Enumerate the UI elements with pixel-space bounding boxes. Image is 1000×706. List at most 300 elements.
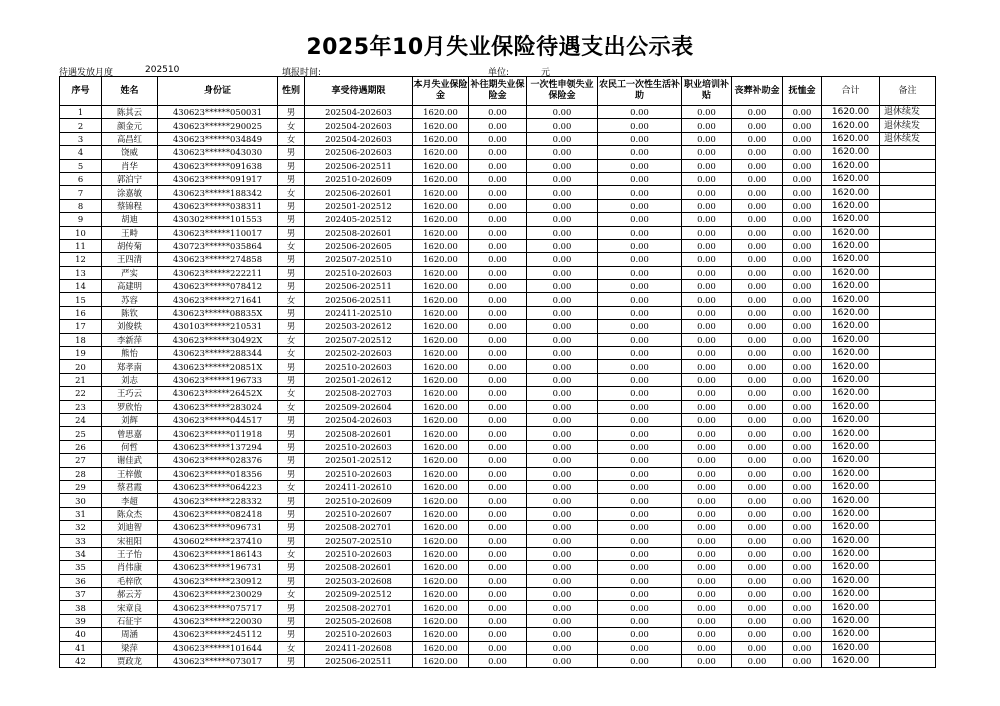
row-number: 38 bbox=[60, 601, 102, 614]
row-training-subsidy: 0.00 bbox=[682, 427, 732, 440]
row-period: 202506-202511 bbox=[305, 293, 413, 306]
row-training-subsidy: 0.00 bbox=[682, 172, 732, 185]
row-training-subsidy: 0.00 bbox=[682, 387, 732, 400]
row-total: 1620.00 bbox=[822, 628, 880, 641]
month-label: 待遇发放月度 bbox=[59, 68, 114, 78]
table-row bbox=[60, 347, 936, 360]
row-name: 刘志 bbox=[102, 373, 158, 386]
row-migrant-subsidy: 0.00 bbox=[598, 454, 682, 467]
row-name: 罗欣怡 bbox=[102, 400, 158, 413]
row-training-subsidy: 0.00 bbox=[682, 521, 732, 534]
row-migrant-subsidy: 0.00 bbox=[598, 601, 682, 614]
row-note bbox=[880, 239, 936, 252]
row-id-number: 430623******028376 bbox=[158, 454, 278, 467]
row-id-number: 430623******228332 bbox=[158, 494, 278, 507]
table-row bbox=[60, 320, 936, 333]
col-header: 享受待遇期限 bbox=[305, 77, 413, 106]
row-training-subsidy: 0.00 bbox=[682, 213, 732, 226]
row-migrant-subsidy: 0.00 bbox=[598, 146, 682, 159]
row-gender: 男 bbox=[278, 494, 305, 507]
row-id-number: 430623******018356 bbox=[158, 467, 278, 480]
row-funeral-subsidy: 0.00 bbox=[732, 146, 783, 159]
row-migrant-subsidy: 0.00 bbox=[598, 440, 682, 453]
row-pension: 0.00 bbox=[783, 239, 822, 252]
row-one-time-benefit: 0.00 bbox=[527, 293, 598, 306]
row-funeral-subsidy: 0.00 bbox=[732, 534, 783, 547]
row-note bbox=[880, 494, 936, 507]
row-period: 202506-202511 bbox=[305, 159, 413, 172]
row-gender: 女 bbox=[278, 588, 305, 601]
row-number: 21 bbox=[60, 373, 102, 386]
row-funeral-subsidy: 0.00 bbox=[732, 373, 783, 386]
table-row bbox=[60, 172, 936, 185]
row-monthly-benefit: 1620.00 bbox=[413, 467, 469, 480]
row-name: 肖华 bbox=[102, 159, 158, 172]
row-period: 202506-202605 bbox=[305, 239, 413, 252]
row-back-benefit: 0.00 bbox=[469, 132, 527, 145]
row-gender: 男 bbox=[278, 454, 305, 467]
row-funeral-subsidy: 0.00 bbox=[732, 106, 783, 119]
row-name: 王梓傲 bbox=[102, 467, 158, 480]
row-pension: 0.00 bbox=[783, 494, 822, 507]
row-monthly-benefit: 1620.00 bbox=[413, 239, 469, 252]
row-back-benefit: 0.00 bbox=[469, 119, 527, 132]
row-gender: 女 bbox=[278, 132, 305, 145]
row-number: 36 bbox=[60, 574, 102, 587]
row-total: 1620.00 bbox=[822, 333, 880, 346]
row-note bbox=[880, 440, 936, 453]
row-migrant-subsidy: 0.00 bbox=[598, 360, 682, 373]
row-number: 24 bbox=[60, 413, 102, 426]
row-migrant-subsidy: 0.00 bbox=[598, 239, 682, 252]
row-one-time-benefit: 0.00 bbox=[527, 226, 598, 239]
row-note bbox=[880, 347, 936, 360]
row-gender: 男 bbox=[278, 306, 305, 319]
row-one-time-benefit: 0.00 bbox=[527, 534, 598, 547]
row-funeral-subsidy: 0.00 bbox=[732, 427, 783, 440]
row-number: 42 bbox=[60, 655, 102, 668]
row-total: 1620.00 bbox=[822, 266, 880, 279]
row-monthly-benefit: 1620.00 bbox=[413, 507, 469, 520]
row-funeral-subsidy: 0.00 bbox=[732, 360, 783, 373]
row-period: 202503-202612 bbox=[305, 320, 413, 333]
row-note bbox=[880, 641, 936, 654]
row-id-number: 430623******196731 bbox=[158, 561, 278, 574]
row-note bbox=[880, 480, 936, 493]
row-migrant-subsidy: 0.00 bbox=[598, 172, 682, 185]
row-total: 1620.00 bbox=[822, 347, 880, 360]
row-pension: 0.00 bbox=[783, 547, 822, 560]
row-pension: 0.00 bbox=[783, 360, 822, 373]
row-training-subsidy: 0.00 bbox=[682, 655, 732, 668]
row-period: 202504-202603 bbox=[305, 106, 413, 119]
row-period: 202503-202608 bbox=[305, 574, 413, 587]
table-row bbox=[60, 494, 936, 507]
row-id-number: 430623******043030 bbox=[158, 146, 278, 159]
table-row bbox=[60, 239, 936, 252]
row-note bbox=[880, 454, 936, 467]
row-monthly-benefit: 1620.00 bbox=[413, 614, 469, 627]
table-row bbox=[60, 400, 936, 413]
row-pension: 0.00 bbox=[783, 347, 822, 360]
row-back-benefit: 0.00 bbox=[469, 186, 527, 199]
row-training-subsidy: 0.00 bbox=[682, 454, 732, 467]
row-one-time-benefit: 0.00 bbox=[527, 480, 598, 493]
row-gender: 男 bbox=[278, 226, 305, 239]
row-total: 1620.00 bbox=[822, 413, 880, 426]
row-note: 退休续发 bbox=[880, 106, 936, 119]
row-number: 25 bbox=[60, 427, 102, 440]
row-migrant-subsidy: 0.00 bbox=[598, 280, 682, 293]
row-number: 29 bbox=[60, 480, 102, 493]
row-one-time-benefit: 0.00 bbox=[527, 106, 598, 119]
row-gender: 女 bbox=[278, 480, 305, 493]
row-number: 7 bbox=[60, 186, 102, 199]
row-total: 1620.00 bbox=[822, 146, 880, 159]
row-back-benefit: 0.00 bbox=[469, 213, 527, 226]
row-id-number: 430623******283024 bbox=[158, 400, 278, 413]
row-period: 202510-202607 bbox=[305, 507, 413, 520]
row-monthly-benefit: 1620.00 bbox=[413, 106, 469, 119]
row-total: 1620.00 bbox=[822, 306, 880, 319]
table-row bbox=[60, 588, 936, 601]
row-migrant-subsidy: 0.00 bbox=[598, 320, 682, 333]
row-period: 202510-202603 bbox=[305, 628, 413, 641]
row-one-time-benefit: 0.00 bbox=[527, 400, 598, 413]
row-gender: 男 bbox=[278, 427, 305, 440]
row-id-number: 430623******20851X bbox=[158, 360, 278, 373]
row-pension: 0.00 bbox=[783, 588, 822, 601]
col-header: 抚恤金 bbox=[783, 77, 822, 106]
row-name: 郭泊宁 bbox=[102, 172, 158, 185]
row-gender: 男 bbox=[278, 159, 305, 172]
row-migrant-subsidy: 0.00 bbox=[598, 400, 682, 413]
row-monthly-benefit: 1620.00 bbox=[413, 320, 469, 333]
row-funeral-subsidy: 0.00 bbox=[732, 333, 783, 346]
row-back-benefit: 0.00 bbox=[469, 561, 527, 574]
row-total: 1620.00 bbox=[822, 494, 880, 507]
row-number: 18 bbox=[60, 333, 102, 346]
row-name: 刘俊轶 bbox=[102, 320, 158, 333]
row-one-time-benefit: 0.00 bbox=[527, 172, 598, 185]
page-title: 2025年10月失业保险待遇支出公示表 bbox=[306, 35, 694, 60]
row-name: 苏容 bbox=[102, 293, 158, 306]
row-monthly-benefit: 1620.00 bbox=[413, 280, 469, 293]
row-funeral-subsidy: 0.00 bbox=[732, 306, 783, 319]
row-id-number: 430623******038311 bbox=[158, 199, 278, 212]
row-funeral-subsidy: 0.00 bbox=[732, 239, 783, 252]
row-id-number: 430623******08835X bbox=[158, 306, 278, 319]
row-period: 202508-202703 bbox=[305, 387, 413, 400]
row-name: 王巧云 bbox=[102, 387, 158, 400]
row-monthly-benefit: 1620.00 bbox=[413, 628, 469, 641]
row-note bbox=[880, 427, 936, 440]
row-funeral-subsidy: 0.00 bbox=[732, 440, 783, 453]
row-monthly-benefit: 1620.00 bbox=[413, 561, 469, 574]
row-gender: 女 bbox=[278, 239, 305, 252]
row-id-number: 430623******288344 bbox=[158, 347, 278, 360]
row-pension: 0.00 bbox=[783, 454, 822, 467]
row-total: 1620.00 bbox=[822, 454, 880, 467]
row-migrant-subsidy: 0.00 bbox=[598, 427, 682, 440]
row-number: 30 bbox=[60, 494, 102, 507]
row-period: 202508-202701 bbox=[305, 601, 413, 614]
row-gender: 男 bbox=[278, 266, 305, 279]
row-total: 1620.00 bbox=[822, 186, 880, 199]
row-monthly-benefit: 1620.00 bbox=[413, 494, 469, 507]
row-number: 32 bbox=[60, 521, 102, 534]
row-number: 10 bbox=[60, 226, 102, 239]
row-id-number: 430623******186143 bbox=[158, 547, 278, 560]
row-period: 202506-202601 bbox=[305, 186, 413, 199]
row-period: 202510-202609 bbox=[305, 494, 413, 507]
row-training-subsidy: 0.00 bbox=[682, 186, 732, 199]
row-id-number: 430623******050031 bbox=[158, 106, 278, 119]
table-row bbox=[60, 454, 936, 467]
row-pension: 0.00 bbox=[783, 199, 822, 212]
row-funeral-subsidy: 0.00 bbox=[732, 172, 783, 185]
row-pension: 0.00 bbox=[783, 427, 822, 440]
row-note bbox=[880, 601, 936, 614]
table-row bbox=[60, 641, 936, 654]
row-note bbox=[880, 521, 936, 534]
table-row bbox=[60, 199, 936, 212]
row-migrant-subsidy: 0.00 bbox=[598, 521, 682, 534]
row-period: 202509-202512 bbox=[305, 588, 413, 601]
row-funeral-subsidy: 0.00 bbox=[732, 494, 783, 507]
row-back-benefit: 0.00 bbox=[469, 306, 527, 319]
row-back-benefit: 0.00 bbox=[469, 521, 527, 534]
row-total: 1620.00 bbox=[822, 239, 880, 252]
table-row bbox=[60, 306, 936, 319]
row-note bbox=[880, 172, 936, 185]
row-note bbox=[880, 387, 936, 400]
table-row bbox=[60, 226, 936, 239]
row-one-time-benefit: 0.00 bbox=[527, 547, 598, 560]
row-period: 202501-202512 bbox=[305, 199, 413, 212]
row-funeral-subsidy: 0.00 bbox=[732, 588, 783, 601]
row-name: 饶威 bbox=[102, 146, 158, 159]
row-funeral-subsidy: 0.00 bbox=[732, 293, 783, 306]
row-pension: 0.00 bbox=[783, 119, 822, 132]
row-back-benefit: 0.00 bbox=[469, 413, 527, 426]
row-name: 陈钦 bbox=[102, 306, 158, 319]
row-funeral-subsidy: 0.00 bbox=[732, 641, 783, 654]
row-funeral-subsidy: 0.00 bbox=[732, 521, 783, 534]
row-one-time-benefit: 0.00 bbox=[527, 347, 598, 360]
row-number: 20 bbox=[60, 360, 102, 373]
row-period: 202509-202604 bbox=[305, 400, 413, 413]
row-training-subsidy: 0.00 bbox=[682, 226, 732, 239]
row-note bbox=[880, 574, 936, 587]
row-migrant-subsidy: 0.00 bbox=[598, 413, 682, 426]
row-period: 202411-202510 bbox=[305, 306, 413, 319]
row-name: 梁萍 bbox=[102, 641, 158, 654]
row-id-number: 430602******237410 bbox=[158, 534, 278, 547]
row-gender: 男 bbox=[278, 614, 305, 627]
row-name: 贾政龙 bbox=[102, 655, 158, 668]
row-name: 谢佳武 bbox=[102, 454, 158, 467]
row-period: 202411-202610 bbox=[305, 480, 413, 493]
row-one-time-benefit: 0.00 bbox=[527, 454, 598, 467]
row-pension: 0.00 bbox=[783, 186, 822, 199]
row-total: 1620.00 bbox=[822, 614, 880, 627]
row-id-number: 430623******188342 bbox=[158, 186, 278, 199]
row-migrant-subsidy: 0.00 bbox=[598, 588, 682, 601]
row-pension: 0.00 bbox=[783, 413, 822, 426]
row-name: 涂嘉敏 bbox=[102, 186, 158, 199]
row-number: 22 bbox=[60, 387, 102, 400]
table-row bbox=[60, 280, 936, 293]
row-note bbox=[880, 614, 936, 627]
row-monthly-benefit: 1620.00 bbox=[413, 360, 469, 373]
row-funeral-subsidy: 0.00 bbox=[732, 266, 783, 279]
row-funeral-subsidy: 0.00 bbox=[732, 226, 783, 239]
row-training-subsidy: 0.00 bbox=[682, 547, 732, 560]
row-one-time-benefit: 0.00 bbox=[527, 387, 598, 400]
row-gender: 男 bbox=[278, 467, 305, 480]
row-back-benefit: 0.00 bbox=[469, 574, 527, 587]
row-id-number: 430623******101644 bbox=[158, 641, 278, 654]
row-migrant-subsidy: 0.00 bbox=[598, 306, 682, 319]
row-monthly-benefit: 1620.00 bbox=[413, 226, 469, 239]
row-pension: 0.00 bbox=[783, 467, 822, 480]
row-period: 202502-202603 bbox=[305, 347, 413, 360]
row-name: 郑孝南 bbox=[102, 360, 158, 373]
row-migrant-subsidy: 0.00 bbox=[598, 119, 682, 132]
row-back-benefit: 0.00 bbox=[469, 199, 527, 212]
row-funeral-subsidy: 0.00 bbox=[732, 628, 783, 641]
row-training-subsidy: 0.00 bbox=[682, 266, 732, 279]
table-row bbox=[60, 521, 936, 534]
row-gender: 女 bbox=[278, 333, 305, 346]
row-total: 1620.00 bbox=[822, 293, 880, 306]
row-training-subsidy: 0.00 bbox=[682, 467, 732, 480]
row-migrant-subsidy: 0.00 bbox=[598, 213, 682, 226]
row-name: 宋章良 bbox=[102, 601, 158, 614]
row-id-number: 430623******091917 bbox=[158, 172, 278, 185]
row-back-benefit: 0.00 bbox=[469, 454, 527, 467]
row-number: 26 bbox=[60, 440, 102, 453]
row-name: 王畤 bbox=[102, 226, 158, 239]
col-header: 丧葬补助金 bbox=[732, 77, 783, 106]
row-pension: 0.00 bbox=[783, 280, 822, 293]
row-training-subsidy: 0.00 bbox=[682, 601, 732, 614]
row-pension: 0.00 bbox=[783, 387, 822, 400]
row-note bbox=[880, 199, 936, 212]
row-number: 33 bbox=[60, 534, 102, 547]
row-number: 12 bbox=[60, 253, 102, 266]
row-id-number: 430623******078412 bbox=[158, 280, 278, 293]
row-number: 15 bbox=[60, 293, 102, 306]
row-period: 202506-202603 bbox=[305, 146, 413, 159]
row-funeral-subsidy: 0.00 bbox=[732, 574, 783, 587]
row-training-subsidy: 0.00 bbox=[682, 132, 732, 145]
row-training-subsidy: 0.00 bbox=[682, 480, 732, 493]
row-gender: 女 bbox=[278, 119, 305, 132]
table-row bbox=[60, 159, 936, 172]
row-monthly-benefit: 1620.00 bbox=[413, 213, 469, 226]
row-note bbox=[880, 655, 936, 668]
row-one-time-benefit: 0.00 bbox=[527, 360, 598, 373]
row-number: 28 bbox=[60, 467, 102, 480]
row-number: 14 bbox=[60, 280, 102, 293]
row-one-time-benefit: 0.00 bbox=[527, 467, 598, 480]
row-name: 郝云芳 bbox=[102, 588, 158, 601]
col-header: 身份证 bbox=[158, 77, 278, 106]
row-training-subsidy: 0.00 bbox=[682, 253, 732, 266]
row-back-benefit: 0.00 bbox=[469, 494, 527, 507]
row-name: 王子怡 bbox=[102, 547, 158, 560]
row-one-time-benefit: 0.00 bbox=[527, 132, 598, 145]
col-header: 一次性申领失业保险金 bbox=[527, 77, 598, 106]
table-header-row bbox=[60, 77, 936, 106]
row-number: 41 bbox=[60, 641, 102, 654]
row-back-benefit: 0.00 bbox=[469, 280, 527, 293]
row-monthly-benefit: 1620.00 bbox=[413, 253, 469, 266]
table-row bbox=[60, 507, 936, 520]
row-migrant-subsidy: 0.00 bbox=[598, 561, 682, 574]
row-number: 17 bbox=[60, 320, 102, 333]
row-back-benefit: 0.00 bbox=[469, 480, 527, 493]
row-back-benefit: 0.00 bbox=[469, 293, 527, 306]
row-total: 1620.00 bbox=[822, 199, 880, 212]
row-pension: 0.00 bbox=[783, 440, 822, 453]
row-note bbox=[880, 280, 936, 293]
row-pension: 0.00 bbox=[783, 601, 822, 614]
row-total: 1620.00 bbox=[822, 655, 880, 668]
row-training-subsidy: 0.00 bbox=[682, 306, 732, 319]
row-pension: 0.00 bbox=[783, 641, 822, 654]
row-migrant-subsidy: 0.00 bbox=[598, 347, 682, 360]
row-number: 23 bbox=[60, 400, 102, 413]
row-period: 202510-202603 bbox=[305, 467, 413, 480]
row-period: 202501-202612 bbox=[305, 373, 413, 386]
row-pension: 0.00 bbox=[783, 320, 822, 333]
row-monthly-benefit: 1620.00 bbox=[413, 413, 469, 426]
row-period: 202504-202603 bbox=[305, 413, 413, 426]
row-name: 颜金元 bbox=[102, 119, 158, 132]
row-note bbox=[880, 507, 936, 520]
row-pension: 0.00 bbox=[783, 146, 822, 159]
table-row bbox=[60, 413, 936, 426]
row-period: 202504-202603 bbox=[305, 119, 413, 132]
row-period: 202504-202603 bbox=[305, 132, 413, 145]
row-monthly-benefit: 1620.00 bbox=[413, 440, 469, 453]
row-back-benefit: 0.00 bbox=[469, 614, 527, 627]
row-number: 8 bbox=[60, 199, 102, 212]
row-note: 退休续发 bbox=[880, 132, 936, 145]
row-gender: 男 bbox=[278, 561, 305, 574]
row-note bbox=[880, 333, 936, 346]
row-one-time-benefit: 0.00 bbox=[527, 614, 598, 627]
row-period: 202507-202512 bbox=[305, 333, 413, 346]
payment-table bbox=[59, 76, 936, 668]
table-row bbox=[60, 561, 936, 574]
row-id-number: 430623******082418 bbox=[158, 507, 278, 520]
col-header: 姓名 bbox=[102, 77, 158, 106]
unit-value: 元 bbox=[541, 68, 551, 78]
row-one-time-benefit: 0.00 bbox=[527, 494, 598, 507]
row-back-benefit: 0.00 bbox=[469, 440, 527, 453]
row-id-number: 430103******210531 bbox=[158, 320, 278, 333]
row-training-subsidy: 0.00 bbox=[682, 106, 732, 119]
row-id-number: 430623******137294 bbox=[158, 440, 278, 453]
row-note bbox=[880, 588, 936, 601]
row-gender: 男 bbox=[278, 253, 305, 266]
row-id-number: 430623******230029 bbox=[158, 588, 278, 601]
row-monthly-benefit: 1620.00 bbox=[413, 146, 469, 159]
